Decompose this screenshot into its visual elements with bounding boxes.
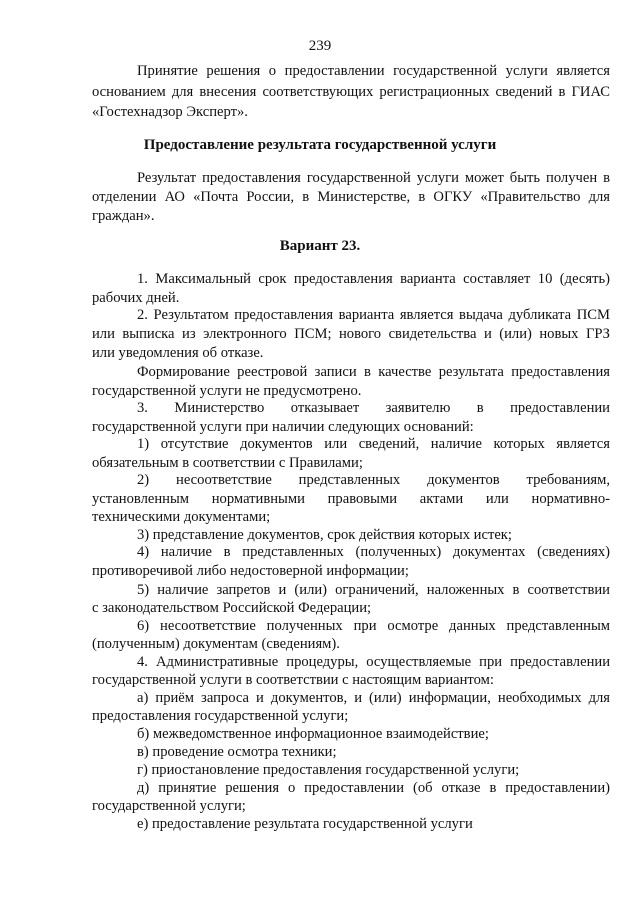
text-line: 3. Министерство отказывает заявителю в предоставлении [137,400,610,416]
text-line: 4) наличие в представленных (полученных) документах (сведениях) [137,544,610,560]
text-line: 6) несоответствие полученных при осмотре данных представленным [137,618,610,634]
text-line: с законодательством Российской Федерации; [92,600,372,616]
text-line: в) проведение осмотра техники; [137,744,337,760]
text-line: Формирование реестровой записи в качестве результата предоставления [137,364,610,380]
variant-heading: Вариант 23. [279,238,361,254]
text-line: 2. Результатом предоставления варианта является выдача дубликата ПСМ [137,307,610,323]
text-line: 3) представление документов, срок действия которых истек; [137,527,512,543]
text-line: а) приём запроса и документов, и (или) информации, необходимых для [137,690,610,706]
text-line: государственной услуги в соответствии с настоящим вариантом: [92,672,494,688]
text-line: 1. Максимальный срок предоставления варианта составляет 10 (десять) [137,271,610,287]
text-line: Принятие решения о предоставлении государственной услуги является [137,63,610,79]
section-heading: Предоставление результата государственной услуги [143,137,497,153]
text-line: граждан». [92,208,155,224]
text-line: обязательным в соответствии с Правилами; [92,455,363,471]
text-line: Результат предоставления государственной услуги может быть получен в [137,170,610,186]
text-line: основанием для внесения соответствующих регистрационных сведений в ГИАС [92,84,610,100]
text-line: г) приостановление предоставления государственной услуги; [137,762,520,778]
text-line: б) межведомственное информационное взаимодействие; [137,726,489,742]
text-line: д) принятие решения о предоставлении (об отказе в предоставлении) [137,780,610,796]
text-line: предоставления государственной услуги; [92,708,349,724]
text-line: техническими документами; [92,509,271,525]
text-line: е) предоставление результата государственной услуги [137,816,473,832]
text-line: государственной услуги; [92,798,246,814]
text-line: 1) отсутствие документов или сведений, наличие которых является [137,436,610,452]
text-line: противоречивой либо недостоверной информации; [92,563,409,579]
text-line: «Гостехнадзор Эксперт». [92,104,248,120]
text-line: государственной услуги не предусмотрено. [92,383,362,399]
text-line: установленным нормативными правовыми актами или нормативно- [92,491,610,507]
text-line: государственной услуги при наличии следующих оснований: [92,419,474,435]
text-line: рабочих дней. [92,290,180,306]
page-number: 239 [308,38,332,54]
text-line: или выписка из электронного ПСМ; нового свидетельства и (или) новых ГРЗ [92,326,610,342]
text-line: отделении АО «Почта России, в Министерстве, в ОГКУ «Правительство для [92,189,610,205]
text-line: 4. Административные процедуры, осуществляемые при предоставлении [137,654,610,670]
text-line: или уведомления об отказе. [92,345,264,361]
text-line: 2) несоответствие представленных документов требованиям, [137,472,610,488]
text-line: (полученным) документам (сведениям). [92,636,340,652]
text-line: 5) наличие запретов и (или) ограничений, наложенных в соответствии [137,582,610,598]
